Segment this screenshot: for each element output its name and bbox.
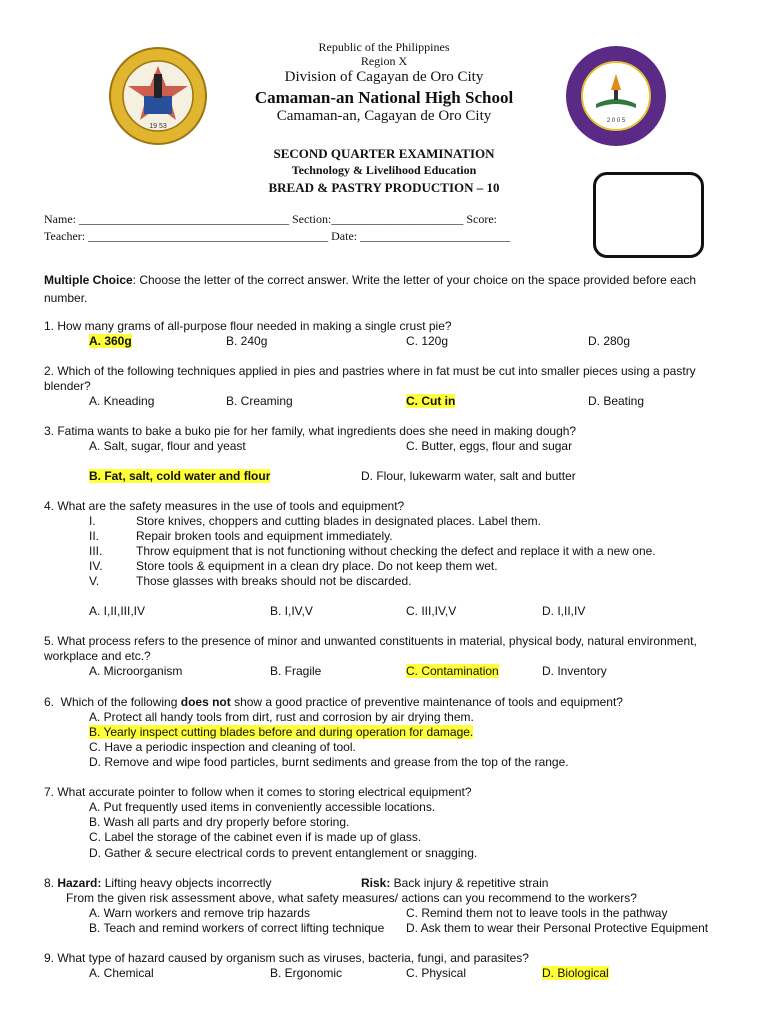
q5-choice-c: C. Contamination — [406, 664, 499, 678]
q6-choice-a: A. Protect all handy tools from dirt, rust and corrosion by air drying them. — [89, 710, 474, 724]
q9-choice-b: B. Ergonomic — [270, 966, 343, 980]
teacher-row — [44, 229, 510, 244]
name-row — [44, 212, 497, 227]
name-label: Name: — [44, 212, 76, 226]
q6-choice-c: C. Have a periodic inspection and cleaning of tool. — [89, 740, 356, 754]
q1-choice-b: B. 240g — [226, 334, 268, 348]
instructions-line2: number. — [44, 291, 88, 305]
exam-course: BREAD & PASTRY PRODUCTION – 10 — [268, 180, 500, 195]
q7-choice-c: C. Label the storage of the cabinet even if is made up of glass. — [89, 830, 422, 844]
q5-stem-line1: 5. What process refers to the presence of minor and unwanted constituents in material, physical body, natural environment, — [44, 634, 697, 648]
exam-subject: Technology & Livelihood Education — [291, 163, 477, 177]
q4-choice-a: A. I,II,III,IV — [89, 604, 146, 618]
q4-item-text: Throw equipment that is not functioning without checking the defect and replace it with a new one. — [136, 544, 656, 558]
score-box — [593, 172, 704, 258]
svg-text:19 53: 19 53 — [149, 123, 167, 130]
q3-stem: 3. Fatima wants to bake a buko pie for her family, what ingredients does she need in making dough? — [44, 424, 577, 438]
q2-stem-line1: 2. Which of the following techniques applied in pies and pastries where in fat must be cut into smaller pieces using a pastry — [44, 364, 696, 378]
q1-choice-c: C. 120g — [406, 334, 449, 348]
svg-text:2 0 0 5: 2 0 0 5 — [606, 118, 626, 124]
q3-choice-c: C. Butter, eggs, flour and sugar — [406, 439, 573, 453]
header-address: Camaman-an, Cagayan de Oro City — [276, 108, 492, 124]
q2-choice-b: B. Creaming — [226, 394, 293, 408]
q9-choice-c: C. Physical — [406, 966, 467, 980]
q8-hazard-line: 8. Hazard: Lifting heavy objects incorrectly — [44, 876, 272, 890]
instructions-label: Multiple Choice — [44, 273, 133, 287]
q3-choice-a: A. Salt, sugar, flour and yeast — [89, 439, 246, 453]
q4-item-num: IV. — [89, 559, 103, 573]
q4-item-num: III. — [89, 544, 103, 558]
q5-choice-a: A. Microorganism — [89, 664, 183, 678]
q9-choice-a: A. Chemical — [89, 966, 154, 980]
q1-choice-a: A. 360g — [89, 334, 132, 348]
q5-stem-line2: workplace and etc.? — [44, 649, 151, 663]
q6-stem: 6. Which of the following does not show a good practice of preventive maintenance of tools and equipment? — [44, 695, 623, 709]
header-school: Camaman-an National High School — [254, 88, 514, 107]
q1-stem: 1. How many grams of all-purpose flour needed in making a single crust pie? — [44, 319, 452, 333]
q6-choice-d: D. Remove and wipe food particles, burnt sediments and grease from the top of the range. — [89, 755, 569, 769]
q2-choice-a: A. Kneading — [89, 394, 155, 408]
q8-risk-line: Risk: Back injury & repetitive strain — [361, 876, 549, 890]
score-label: Score: — [466, 212, 497, 226]
q8-choice-d: D. Ask them to wear their Personal Protective Equipment — [406, 921, 709, 935]
q2-choice-d: D. Beating — [588, 394, 645, 408]
teacher-field[interactable]: ________________________________________ — [88, 229, 329, 243]
header-region: Region X — [360, 54, 408, 68]
q4-choice-b: B. I,IV,V — [270, 604, 313, 618]
q8-choice-a: A. Warn workers and remove trip hazards — [89, 906, 310, 920]
q2-stem-line2: blender? — [44, 379, 91, 393]
section-label: Section: — [292, 212, 332, 226]
q8-stem: From the given risk assessment above, what safety measures/ actions can you recommend to the workers? — [66, 891, 637, 905]
q4-choice-c: C. III,IV,V — [406, 604, 457, 618]
q4-item-text: Repair broken tools and equipment immediately. — [136, 529, 393, 543]
q4-item-text: Store tools & equipment in a clean dry place. Do not keep them wet. — [136, 559, 498, 573]
q4-item-num: II. — [89, 529, 100, 543]
q4-item-num: I. — [89, 514, 96, 528]
q4-item-text: Store knives, choppers and cutting blades in designated places. Label them. — [136, 514, 541, 528]
date-label: Date: — [331, 229, 358, 243]
q5-choice-d: D. Inventory — [542, 664, 607, 678]
header-division: Division of Cagayan de Oro City — [284, 69, 484, 85]
q3-choice-b: B. Fat, salt, cold water and flour — [89, 469, 271, 483]
q9-choice-d: D. Biological — [542, 966, 609, 980]
q3-choice-d: D. Flour, lukewarm water, salt and butter — [361, 469, 576, 483]
q7-choice-d: D. Gather & secure electrical cords to prevent entanglement or snagging. — [89, 846, 478, 860]
teacher-label: Teacher: — [44, 229, 86, 243]
q4-stem: 4. What are the safety measures in the use of tools and equipment? — [44, 499, 405, 513]
q1-choice-d: D. 280g — [588, 334, 631, 348]
header-republic: Republic of the Philippines — [318, 40, 450, 54]
q9-stem: 9. What type of hazard caused by organism such as viruses, bacteria, fungi, and parasites? — [44, 951, 529, 965]
q4-choice-d: D. I,II,IV — [542, 604, 586, 618]
q4-item-text: Those glasses with breaks should not be discarded. — [136, 574, 412, 588]
name-field[interactable]: ___________________________________ — [79, 212, 289, 226]
q7-choice-a: A. Put frequently used items in conveniently accessible locations. — [89, 800, 436, 814]
q7-stem: 7. What accurate pointer to follow when it comes to storing electrical equipment? — [44, 785, 472, 799]
q6-choice-b: B. Yearly inspect cutting blades before and during operation for damage. — [89, 725, 474, 739]
q7-choice-b: B. Wash all parts and dry properly before storing. — [89, 815, 350, 829]
date-field[interactable]: _________________________ — [360, 229, 511, 243]
q8-choice-b: B. Teach and remind workers of correct lifting technique — [89, 921, 385, 935]
q8-choice-c: C. Remind them not to leave tools in the pathway — [406, 906, 668, 920]
exam-title: SECOND QUARTER EXAMINATION — [273, 146, 495, 161]
section-field[interactable]: ______________________ — [331, 212, 464, 226]
q5-choice-b: B. Fragile — [270, 664, 322, 678]
instructions-line1: Multiple Choice: Choose the letter of the correct answer. Write the letter of your choice on the space provided before each — [44, 273, 697, 287]
q4-item-num: V. — [89, 574, 100, 588]
q2-choice-c: C. Cut in — [406, 394, 456, 408]
